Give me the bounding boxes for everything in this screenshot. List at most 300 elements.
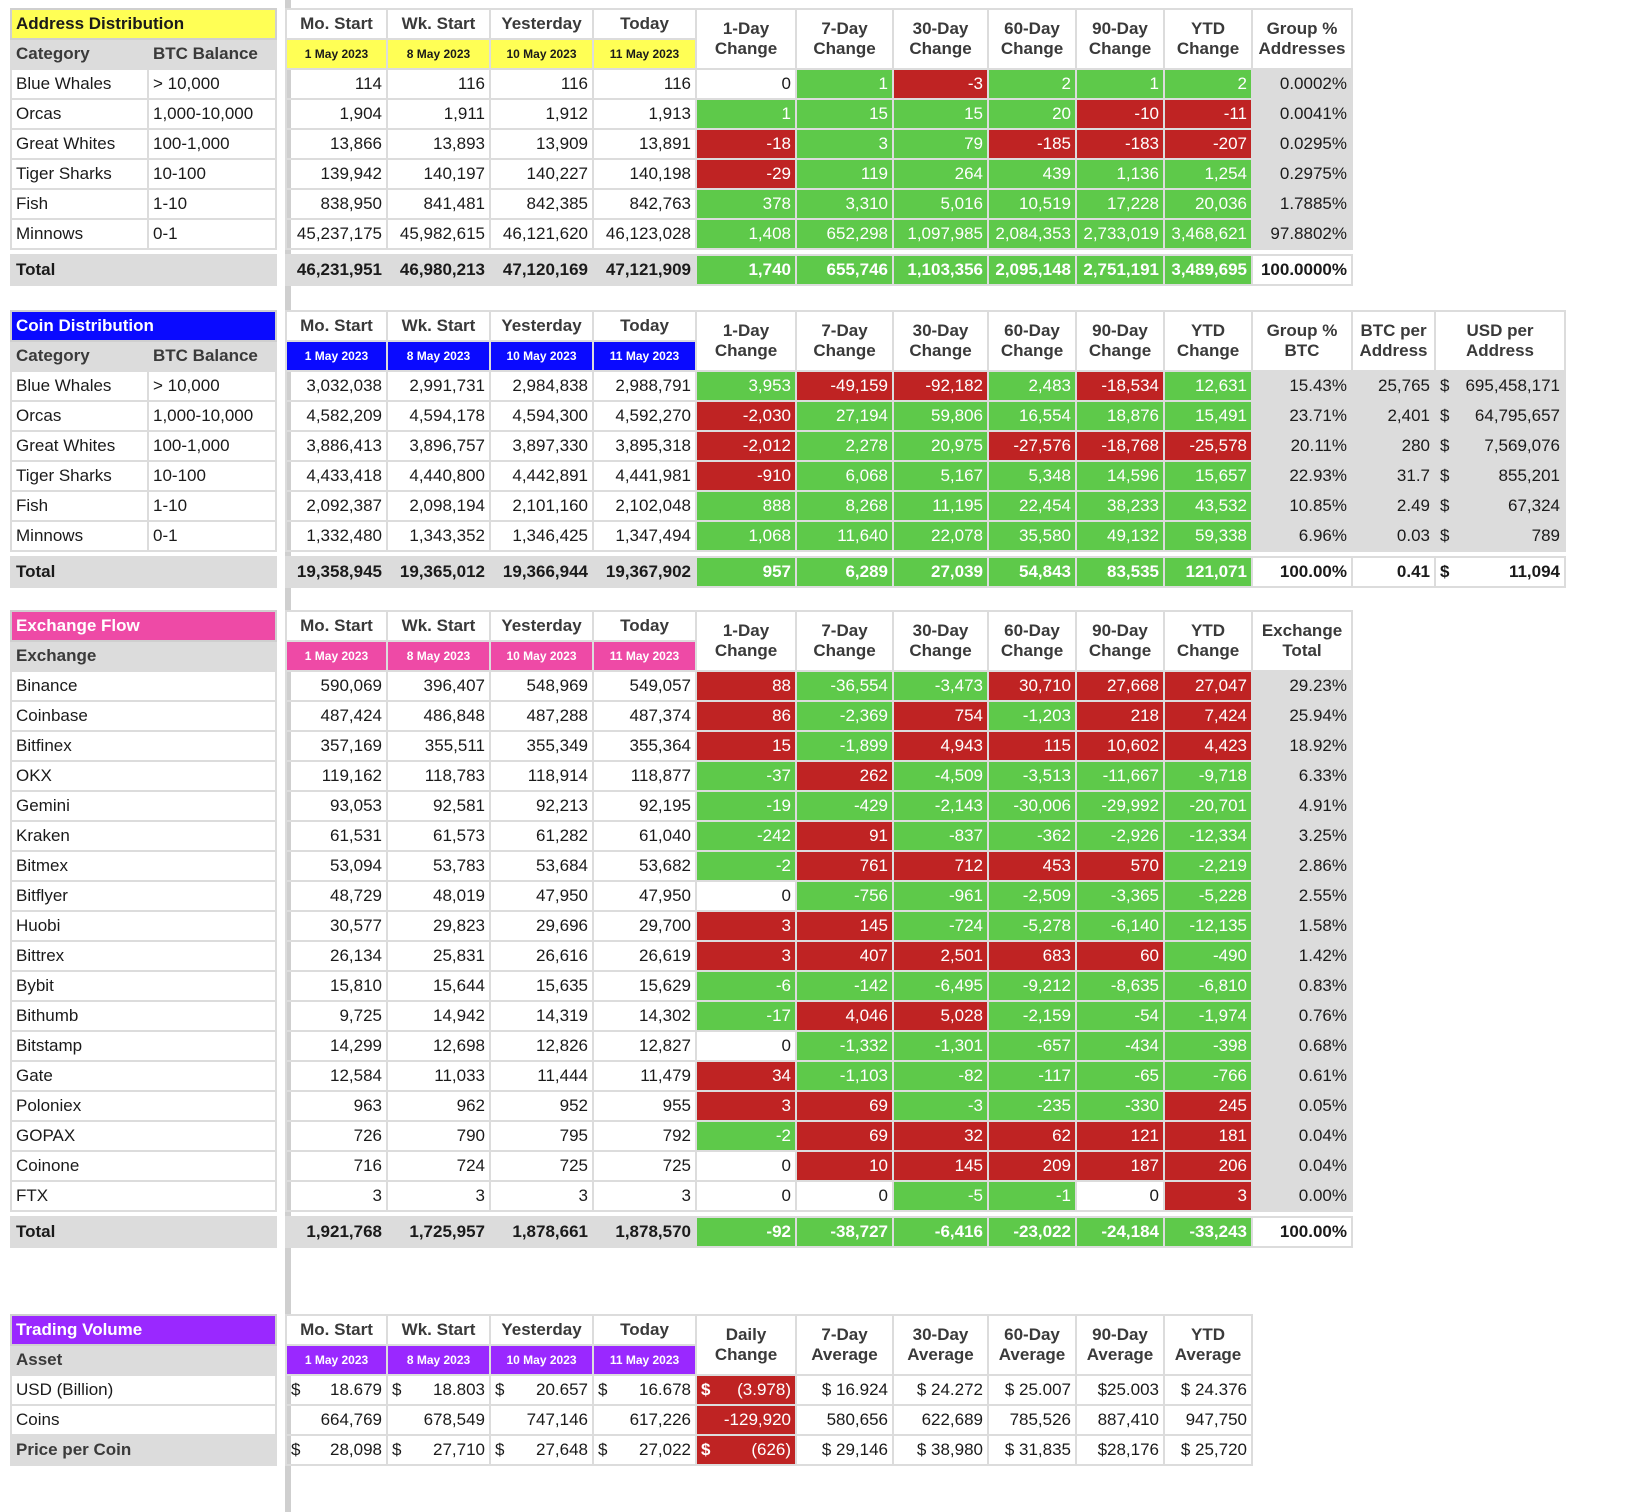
header-line: Change: [1088, 39, 1152, 58]
average-value: $ 31,835: [988, 1435, 1076, 1465]
period-value: [387, 1375, 490, 1405]
period-value: 13,866: [286, 129, 387, 159]
header-line: Daily: [725, 1325, 767, 1344]
currency-symbol: $: [701, 1380, 711, 1399]
column-label: Asset: [11, 1345, 276, 1375]
exchange-name: Bybit: [11, 971, 276, 1001]
change-header: [988, 611, 1076, 671]
change-value: 0: [1076, 1181, 1164, 1211]
period-header: Wk. Start: [387, 9, 490, 39]
exchange-total-pct: 4.91%: [1252, 791, 1352, 821]
period-value: 93,053: [286, 791, 387, 821]
exchange-total-pct: 2.86%: [1252, 851, 1352, 881]
change-value: 27,047: [1164, 671, 1252, 701]
group-pct: 0.2975%: [1252, 159, 1352, 189]
header-line: 7-Day: [821, 19, 868, 38]
change-value: 0: [696, 881, 796, 911]
usd-amount: 11,094: [1508, 562, 1560, 581]
table-row: [11, 1091, 1352, 1121]
change-value: -9,718: [1164, 761, 1252, 791]
period-value: 118,914: [490, 761, 593, 791]
table-row: [11, 159, 1352, 189]
exchange-name: Huobi: [11, 911, 276, 941]
period-value: 114: [286, 69, 387, 99]
header-line: 90-Day: [1092, 621, 1148, 640]
change-value: 145: [796, 911, 893, 941]
table-row: [11, 1151, 1352, 1181]
period-value: 140,227: [490, 159, 593, 189]
period-value: [387, 1435, 490, 1465]
group-pct: 23.71%: [1252, 401, 1352, 431]
change-value: -20,701: [1164, 791, 1252, 821]
change-value: -12,135: [1164, 911, 1252, 941]
period-header: Yesterday: [490, 611, 593, 641]
change-value: 60: [1076, 941, 1164, 971]
total-row: [11, 557, 1565, 587]
period-value: 4,441,981: [593, 461, 696, 491]
balance-cell: 10-100: [148, 461, 276, 491]
period-value: 355,349: [490, 731, 593, 761]
total-row: [11, 255, 1352, 285]
period-value: 2,098,194: [387, 491, 490, 521]
table-row: [11, 971, 1352, 1001]
period-value: 30,577: [286, 911, 387, 941]
header-line: 7-Day: [821, 321, 868, 340]
period-value: 1,913: [593, 99, 696, 129]
change-value: -837: [893, 821, 988, 851]
exchange-total-pct: 0.04%: [1252, 1121, 1352, 1151]
amount: 664,769: [320, 1410, 383, 1429]
change-value: 5,167: [893, 461, 988, 491]
exchange-flow-table: [10, 610, 1353, 1248]
change-value: 3,310: [796, 189, 893, 219]
change-value: -490: [1164, 941, 1252, 971]
balance-cell: 1,000-10,000: [148, 401, 276, 431]
exchange-name: Bitflyer: [11, 881, 276, 911]
table-row: [11, 431, 1565, 461]
period-value: 26,619: [593, 941, 696, 971]
period-header: Mo. Start: [286, 1315, 387, 1345]
change-value: 121,071: [1164, 557, 1252, 587]
header-line: Group %: [1266, 19, 1338, 38]
asset-name: Coins: [11, 1405, 276, 1435]
period-value: 486,848: [387, 701, 490, 731]
period-value: 53,783: [387, 851, 490, 881]
exchange-total-pct: 0.04%: [1252, 1151, 1352, 1181]
change-value: 3,468,621: [1164, 219, 1252, 249]
change-header: [893, 1315, 988, 1375]
change-value: -2,012: [696, 431, 796, 461]
date-label: 1 May 2023: [286, 39, 387, 69]
group-pct: 0.0295%: [1252, 129, 1352, 159]
header-line: Address: [1465, 341, 1535, 360]
amount: 617,226: [629, 1410, 692, 1429]
period-value: 963: [286, 1091, 387, 1121]
btc-per-address: 25,765: [1352, 371, 1435, 401]
change-value: -10: [1076, 99, 1164, 129]
change-value: -1,332: [796, 1031, 893, 1061]
usd-per-address: [1435, 371, 1565, 401]
period-value: 61,040: [593, 821, 696, 851]
period-value: 838,950: [286, 189, 387, 219]
btc-per-address: 280: [1352, 431, 1435, 461]
change-value: -12,334: [1164, 821, 1252, 851]
change-value: -2,159: [988, 1001, 1076, 1031]
amount: -129,920: [723, 1410, 792, 1429]
table-row: [11, 521, 1565, 551]
header-line: USD per: [1466, 321, 1534, 340]
change-value: -142: [796, 971, 893, 1001]
total-label: Total: [11, 255, 276, 285]
period-value: [286, 1435, 387, 1465]
table-row: [11, 851, 1352, 881]
change-value: 8,268: [796, 491, 893, 521]
date-label: 11 May 2023: [593, 341, 696, 371]
usd-per-address: [1435, 431, 1565, 461]
change-value: 888: [696, 491, 796, 521]
change-value: -18,534: [1076, 371, 1164, 401]
period-value: 116: [387, 69, 490, 99]
period-value: 355,511: [387, 731, 490, 761]
period-value: 355,364: [593, 731, 696, 761]
change-value: 3,489,695: [1164, 255, 1252, 285]
column-label: Category: [11, 39, 148, 69]
change-value: 5,028: [893, 1001, 988, 1031]
change-value: 59,806: [893, 401, 988, 431]
period-value: 14,942: [387, 1001, 490, 1031]
total-value: 19,358,945: [286, 557, 387, 587]
table-row: [11, 99, 1352, 129]
header-line: Average: [907, 1345, 974, 1364]
total-value: 46,980,213: [387, 255, 490, 285]
period-value: 9,725: [286, 1001, 387, 1031]
period-value: 1,346,425: [490, 521, 593, 551]
group-pct: 0.0002%: [1252, 69, 1352, 99]
change-header: [1164, 311, 1252, 371]
change-value: 181: [1164, 1121, 1252, 1151]
change-value: 1,136: [1076, 159, 1164, 189]
header-line: Change: [909, 641, 972, 660]
period-value: 11,444: [490, 1061, 593, 1091]
table-row: [11, 1061, 1352, 1091]
change-value: -398: [1164, 1031, 1252, 1061]
exchange-total-pct: 6.33%: [1252, 761, 1352, 791]
change-value: 10,519: [988, 189, 1076, 219]
change-value: 1: [1076, 69, 1164, 99]
date-label: 1 May 2023: [286, 641, 387, 671]
table-row: [11, 1405, 1252, 1435]
change-value: -1,203: [988, 701, 1076, 731]
change-value: 264: [893, 159, 988, 189]
exchange-total-pct: 2.55%: [1252, 881, 1352, 911]
change-value: -362: [988, 821, 1076, 851]
btc-per-address: 2,401: [1352, 401, 1435, 431]
change-value: -330: [1076, 1091, 1164, 1121]
usd-per-address: [1435, 491, 1565, 521]
exchange-name: FTX: [11, 1181, 276, 1211]
change-value: -207: [1164, 129, 1252, 159]
exchange-name: OKX: [11, 761, 276, 791]
change-value: -8,635: [1076, 971, 1164, 1001]
period-value: 12,584: [286, 1061, 387, 1091]
change-value: 0: [696, 1151, 796, 1181]
extra-header: [1252, 611, 1352, 671]
category-cell: Tiger Sharks: [11, 461, 148, 491]
period-value: 61,573: [387, 821, 490, 851]
btc-per-address: 31.7: [1352, 461, 1435, 491]
change-value: 2,501: [893, 941, 988, 971]
change-value: -92,182: [893, 371, 988, 401]
header-line: Change: [1000, 39, 1064, 58]
period-value: 487,288: [490, 701, 593, 731]
period-value: [490, 1405, 593, 1435]
table-row: [11, 69, 1352, 99]
period-value: 12,698: [387, 1031, 490, 1061]
period-value: 4,433,418: [286, 461, 387, 491]
period-value: 92,195: [593, 791, 696, 821]
period-value: [593, 1435, 696, 1465]
change-value: -5: [893, 1181, 988, 1211]
period-value: 1,332,480: [286, 521, 387, 551]
change-value: -5,228: [1164, 881, 1252, 911]
currency-symbol: $: [495, 1440, 505, 1459]
amount: (3.978): [737, 1380, 792, 1399]
period-value: 12,827: [593, 1031, 696, 1061]
change-value: -18: [696, 129, 796, 159]
period-value: 955: [593, 1091, 696, 1121]
change-header: [893, 311, 988, 371]
period-value: 549,057: [593, 671, 696, 701]
change-value: -434: [1076, 1031, 1164, 1061]
category-cell: Fish: [11, 491, 148, 521]
currency-symbol: $: [1440, 466, 1450, 485]
exchange-name: Coinbase: [11, 701, 276, 731]
change-value: -49,159: [796, 371, 893, 401]
change-value: -117: [988, 1061, 1076, 1091]
table-row: [11, 1001, 1352, 1031]
period-value: 29,700: [593, 911, 696, 941]
header-line: Change: [714, 39, 778, 58]
period-value: 487,424: [286, 701, 387, 731]
change-value: -6,495: [893, 971, 988, 1001]
change-value: 20: [988, 99, 1076, 129]
average-value: $ 24.272: [893, 1375, 988, 1405]
change-value: 79: [893, 129, 988, 159]
extra-header: [1252, 311, 1352, 371]
header-line: 60-Day: [1004, 621, 1060, 640]
table-row: [11, 701, 1352, 731]
change-value: -6: [696, 971, 796, 1001]
change-value: -766: [1164, 1061, 1252, 1091]
column-label: Category: [11, 341, 148, 371]
usd-amount: 64,795,657: [1474, 406, 1560, 425]
change-header: [796, 1315, 893, 1375]
change-value: -2: [696, 1121, 796, 1151]
change-header: [893, 9, 988, 69]
period-header: Mo. Start: [286, 311, 387, 341]
change-value: -65: [1076, 1061, 1164, 1091]
period-value: 53,684: [490, 851, 593, 881]
average-value: $ 38,980: [893, 1435, 988, 1465]
date-label: 8 May 2023: [387, 341, 490, 371]
header-line: 30-Day: [912, 19, 969, 38]
exchange-total-pct: 25.94%: [1252, 701, 1352, 731]
change-value: -6,140: [1076, 911, 1164, 941]
header-line: Change: [1176, 341, 1240, 360]
period-header: Today: [593, 611, 696, 641]
change-value: 121: [1076, 1121, 1164, 1151]
period-value: 48,019: [387, 881, 490, 911]
period-value: 45,237,175: [286, 219, 387, 249]
period-value: 487,374: [593, 701, 696, 731]
change-value: -1: [988, 1181, 1076, 1211]
change-value: 683: [988, 941, 1076, 971]
exchange-name: Bitstamp: [11, 1031, 276, 1061]
exchange-total-pct: 0.83%: [1252, 971, 1352, 1001]
change-value: -3: [893, 1091, 988, 1121]
change-value: 15: [796, 99, 893, 129]
period-value: 118,783: [387, 761, 490, 791]
header-line: Change: [1000, 641, 1064, 660]
change-value: 754: [893, 701, 988, 731]
date-label: 1 May 2023: [286, 341, 387, 371]
table-row: [11, 1435, 1252, 1465]
period-value: [593, 1375, 696, 1405]
category-cell: Orcas: [11, 99, 148, 129]
change-value: 15: [696, 731, 796, 761]
amount: 28,098: [330, 1440, 383, 1459]
change-value: 453: [988, 851, 1076, 881]
balance-cell: 100-1,000: [148, 129, 276, 159]
change-value: -36,554: [796, 671, 893, 701]
group-pct: 15.43%: [1252, 371, 1352, 401]
table-row: [11, 791, 1352, 821]
change-value: -17: [696, 1001, 796, 1031]
exchange-total-pct: 3.25%: [1252, 821, 1352, 851]
change-value: -185: [988, 129, 1076, 159]
change-header: [1076, 1315, 1164, 1375]
change-value: 49,132: [1076, 521, 1164, 551]
column-label: Exchange: [11, 641, 276, 671]
change-value: -4,509: [893, 761, 988, 791]
table-row: [11, 1181, 1352, 1211]
period-value: 3: [286, 1181, 387, 1211]
period-value: 2,991,731: [387, 371, 490, 401]
change-value: 145: [893, 1151, 988, 1181]
currency-symbol: $: [1440, 526, 1450, 545]
change-value: -23,022: [988, 1217, 1076, 1247]
period-value: 725: [593, 1151, 696, 1181]
total-value: 1,878,570: [593, 1217, 696, 1247]
change-value: -19: [696, 791, 796, 821]
change-value: 83,535: [1076, 557, 1164, 587]
header-line: Average: [1174, 1345, 1242, 1364]
amount: 18.679: [330, 1380, 383, 1399]
period-value: 842,763: [593, 189, 696, 219]
period-value: 48,729: [286, 881, 387, 911]
table-row: [11, 821, 1352, 851]
table-row: [11, 941, 1352, 971]
period-value: 1,911: [387, 99, 490, 129]
change-value: 3: [696, 911, 796, 941]
exchange-total-pct: 0.76%: [1252, 1001, 1352, 1031]
change-value: -183: [1076, 129, 1164, 159]
daily-change: [696, 1375, 796, 1405]
change-value: -3,473: [893, 671, 988, 701]
period-header: Yesterday: [490, 311, 593, 341]
change-value: -37: [696, 761, 796, 791]
total-value: 19,366,944: [490, 557, 593, 587]
change-value: 15: [893, 99, 988, 129]
header-line: Change: [1000, 341, 1064, 360]
period-value: 118,877: [593, 761, 696, 791]
change-value: 14,596: [1076, 461, 1164, 491]
category-cell: Minnows: [11, 521, 148, 551]
change-value: 59,338: [1164, 521, 1252, 551]
currency-symbol: $: [1440, 496, 1450, 515]
change-value: 3: [696, 941, 796, 971]
change-value: -2,143: [893, 791, 988, 821]
period-header: Today: [593, 9, 696, 39]
period-value: 4,442,891: [490, 461, 593, 491]
change-header: [1076, 9, 1164, 69]
change-header: [796, 9, 893, 69]
change-value: -724: [893, 911, 988, 941]
period-value: [490, 1435, 593, 1465]
exchange-name: Binance: [11, 671, 276, 701]
change-value: 1,097,985: [893, 219, 988, 249]
currency-symbol: $: [1440, 562, 1450, 581]
period-value: 47,950: [593, 881, 696, 911]
table-row: [11, 1121, 1352, 1151]
header-line: Change: [714, 1345, 778, 1364]
period-header: Today: [593, 1315, 696, 1345]
change-header: [696, 311, 796, 371]
group-pct: 10.85%: [1252, 491, 1352, 521]
category-cell: Great Whites: [11, 431, 148, 461]
change-value: 206: [1164, 1151, 1252, 1181]
period-value: [490, 1375, 593, 1405]
usd-per-address: [1435, 461, 1565, 491]
change-value: 4,943: [893, 731, 988, 761]
change-value: -429: [796, 791, 893, 821]
header-line: Change: [813, 39, 876, 58]
category-cell: Great Whites: [11, 129, 148, 159]
change-value: 378: [696, 189, 796, 219]
change-value: 2: [988, 69, 1076, 99]
change-value: 1,408: [696, 219, 796, 249]
category-cell: Orcas: [11, 401, 148, 431]
header-line: Change: [813, 341, 876, 360]
average-value: 622,689: [893, 1405, 988, 1435]
period-value: 11,033: [387, 1061, 490, 1091]
change-value: 20,975: [893, 431, 988, 461]
header-line: Average: [1086, 1345, 1154, 1364]
header-line: 60-Day: [1004, 321, 1060, 340]
balance-cell: 0-1: [148, 521, 276, 551]
period-value: 139,942: [286, 159, 387, 189]
date-label: 10 May 2023: [490, 1345, 593, 1375]
change-value: -11: [1164, 99, 1252, 129]
table-row: [11, 1375, 1252, 1405]
header-line: Average: [811, 1345, 878, 1364]
change-value: 652,298: [796, 219, 893, 249]
amount: 27,022: [639, 1440, 692, 1459]
change-value: 187: [1076, 1151, 1164, 1181]
change-value: 15,657: [1164, 461, 1252, 491]
change-value: -910: [696, 461, 796, 491]
average-value: $ 29,146: [796, 1435, 893, 1465]
